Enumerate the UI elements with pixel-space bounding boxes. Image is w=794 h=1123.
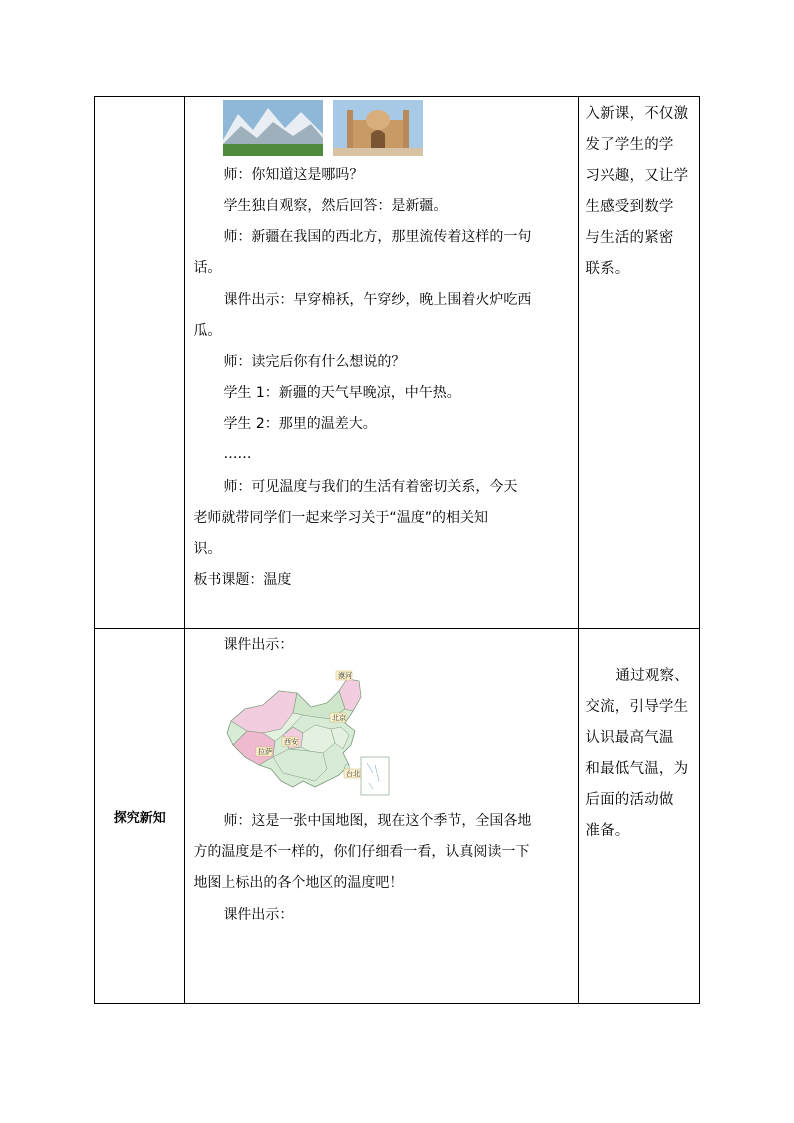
south-china-sea-inset [361,757,389,795]
mosque-photo [333,100,423,156]
note-line: 联系。 [585,261,630,277]
process-cell [185,629,579,1004]
text-line: …… [223,446,252,462]
lesson-plan-table [94,96,700,1004]
note-line: 交流，引导学生 [585,699,689,715]
text-line: 师：读完后你有什么想说的？ [223,354,406,370]
text-line: 师：可见温度与我们的生活有着密切关系，今天 [223,479,518,495]
note-line: 认识最高气温 [585,730,674,746]
text-line: 师：你知道这是哪吗？ [223,167,364,183]
map-label-beijing: 北京 [332,714,347,722]
text-line: 学生 1：新疆的天气早晚凉，中午热。 [223,385,461,401]
board-title: 板书课题：温度 [193,572,292,588]
map-label-mohe: 漠河 [338,672,353,680]
text-line: 课件出示： [223,637,294,653]
text-line: 瓜。 [193,323,222,339]
note-line: 入新课，不仅激 [585,106,689,122]
text-line: 师：新疆在我国的西北方，那里流传着这样的一句 [223,229,532,245]
note-line: 准备。 [585,823,630,839]
process-cell [185,97,579,629]
note-line: 发了学生的学 [585,137,674,153]
map-label-lasa: 拉萨 [258,748,273,756]
design-intent-cell [579,629,700,1004]
note-line: 习兴趣，又让学 [585,168,689,184]
text-line: 话。 [193,260,222,276]
table-row [95,629,700,1004]
note-line: 通过观察、 [615,668,689,684]
text-line: 师：这是一张中国地图，现在这个季节，全国各地 [223,813,532,829]
stage-cell [95,629,185,1004]
text-line: 识。 [193,541,222,557]
china-map [223,669,393,799]
stage-label: 探究新知 [113,810,166,826]
note-line: 和最低气温，为 [585,761,689,777]
text-line: 课件出示： [223,907,294,923]
text-line: 方的温度是不一样的，你们仔细看一看，认真阅读一下 [193,844,530,860]
text-line: 地图上标出的各个地区的温度吧！ [193,875,404,891]
map-label-xian: 西安 [284,738,299,746]
mountain-photo [223,100,323,156]
note-line: 后面的活动做 [585,792,674,808]
stage-cell-empty [95,97,185,629]
note-line: 生感受到数学 [585,199,674,215]
table-row [95,97,700,629]
design-intent-cell [579,97,700,629]
text-line: 学生 2：那里的温差大。 [223,416,377,432]
note-line: 与生活的紧密 [585,230,674,246]
text-line: 老师就带同学们一起来学习关于“温度”的相关知 [193,510,488,526]
design-intent-text [579,99,699,285]
text-line: 课件出示：早穿棉袄，午穿纱，晚上围着火炉吃西 [223,292,532,308]
map-label-taibei: 台北 [346,770,361,778]
text-line: 学生独自观察，然后回答：是新疆。 [223,198,448,214]
design-intent-text [579,661,699,847]
